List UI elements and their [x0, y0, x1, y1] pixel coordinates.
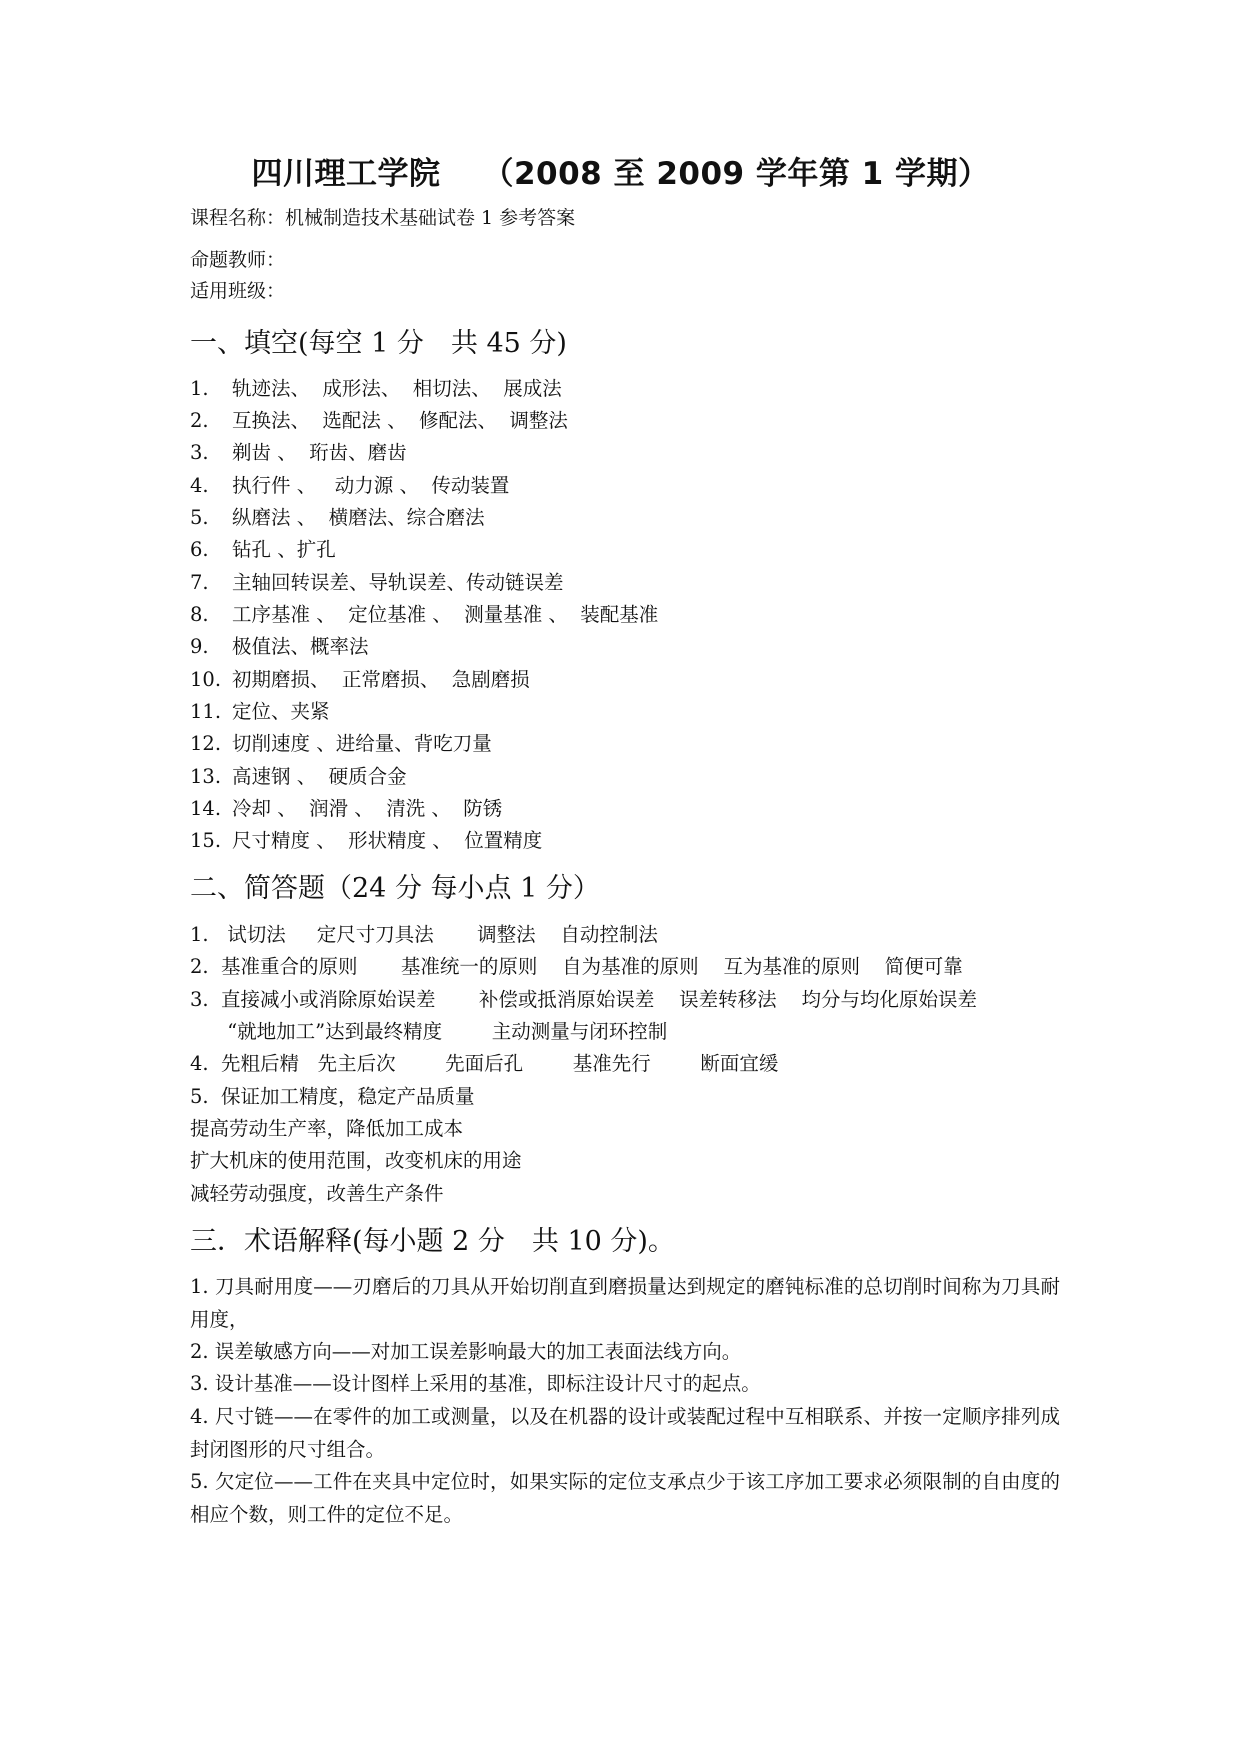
- list-item: 9. 极值法、概率法: [190, 635, 369, 658]
- list-item: 4. 尺寸链——在零件的加工或测量，以及在机器的设计或装配过程中互相联系、并按一定顺序排列成封闭图形的尺寸组合。: [190, 1405, 1060, 1461]
- list-item: 减轻劳动强度，改善生产条件: [190, 1182, 444, 1205]
- list-item: 4. 先粗后精 先主后次 先面后孔 基准先行 断面宜缓: [190, 1052, 779, 1075]
- list-item: 1. 轨迹法、 成形法、 相切法、 展成法: [190, 377, 562, 400]
- page-title: [0, 148, 1241, 193]
- class-field: 适用班级：: [190, 280, 286, 302]
- list-item: 5. 保证加工精度，稳定产品质量: [190, 1085, 475, 1108]
- section3-heading: 三．术语解释(每小题 2 分 共 10 分)。: [190, 1226, 675, 1257]
- list-item: 3. 设计基准——设计图样上采用的基准，即标注设计尺寸的起点。: [190, 1372, 761, 1395]
- list-item: 5. 欠定位——工件在夹具中定位时，如果实际的定位支承点少于该工序加工要求必须限制的自由度的相应个数，则工件的定位不足。: [190, 1470, 1060, 1526]
- course-name: 课程名称：机械制造技术基础试卷 1 参考答案: [190, 207, 576, 229]
- list-item: 1. 刀具耐用度——刃磨后的刀具从开始切削直到磨损量达到规定的磨钝标准的总切削时间称为刀具耐用度，: [190, 1275, 1060, 1331]
- list-item: 10. 初期磨损、 正常磨损、 急剧磨损: [190, 668, 530, 691]
- list-item: 12. 切削速度 、进给量、背吃刀量: [190, 732, 492, 755]
- list-item: “就地加工”达到最终精度 主动测量与闭环控制: [190, 1020, 668, 1043]
- list-item: 8. 工序基准 、 定位基准 、 测量基准 、 装配基准: [190, 603, 659, 626]
- list-item: 3. 剃齿 、 珩齿、磨齿: [190, 441, 407, 464]
- list-item: 15. 尺寸精度 、 形状精度 、 位置精度: [190, 829, 543, 852]
- list-item: 7. 主轴回转误差、导轨误差、传动链误差: [190, 571, 564, 594]
- list-item: 11. 定位、夹紧: [190, 700, 330, 723]
- term-label: （2008 至 2009 学年第 1 学期）: [482, 156, 990, 192]
- list-item: 3. 直接减小或消除原始误差 补偿或抵消原始误差 误差转移法 均分与均化原始误差: [190, 988, 977, 1011]
- list-item: 2. 互换法、 选配法 、 修配法、 调整法: [190, 409, 568, 432]
- section2-heading: 二、简答题（24 分 每小点 1 分）: [190, 873, 600, 904]
- list-item: 2. 误差敏感方向——对加工误差影响最大的加工表面法线方向。: [190, 1340, 742, 1363]
- institution-name: 四川理工学院: [251, 156, 441, 192]
- list-item: 1. 试切法 定尺寸刀具法 调整法 自动控制法: [190, 923, 658, 946]
- list-item: 6. 钻孔 、扩孔: [190, 538, 336, 561]
- list-item: 13. 高速钢 、 硬质合金: [190, 765, 407, 788]
- section1-heading: 一、填空(每空 1 分 共 45 分): [190, 328, 567, 359]
- list-item: 提高劳动生产率，降低加工成本: [190, 1117, 464, 1140]
- list-item: 5. 纵磨法 、 横磨法、综合磨法: [190, 506, 485, 529]
- list-item: 扩大机床的使用范围，改变机床的用途: [190, 1149, 522, 1172]
- list-item: 14. 冷却 、 润滑 、 清洗 、 防锈: [190, 797, 503, 820]
- list-item: 2. 基准重合的原则 基准统一的原则 自为基准的原则 互为基准的原则 简便可靠: [190, 955, 963, 978]
- teacher-field: 命题教师：: [190, 249, 286, 271]
- list-item: 4. 执行件 、 动力源 、 传动装置: [190, 474, 510, 497]
